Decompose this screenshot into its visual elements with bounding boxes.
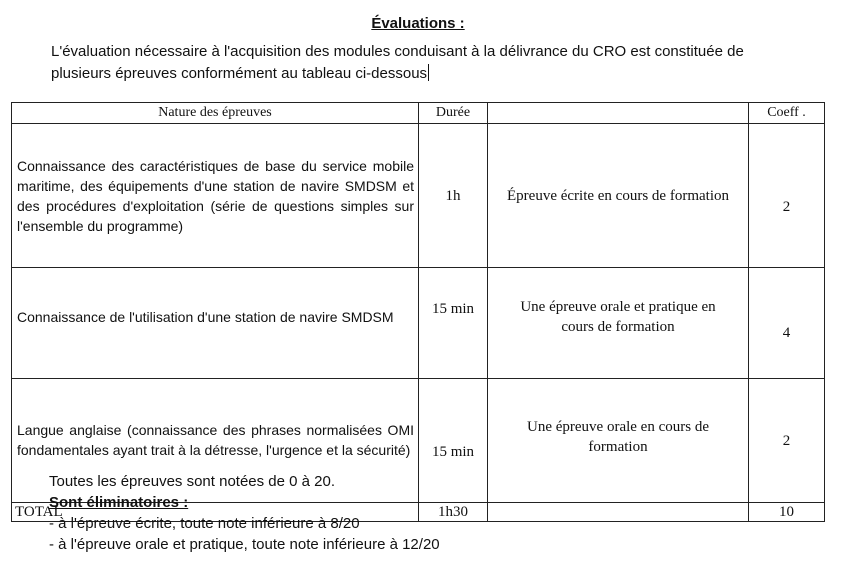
row-coeff: 2 — [749, 379, 825, 503]
row-coeff: 2 — [749, 124, 825, 268]
row-duree: 15 min — [419, 379, 488, 503]
row-type: Une épreuve orale et pratique en cours de formation — [488, 268, 749, 379]
evaluation-table — [11, 102, 825, 522]
intro-paragraph — [51, 41, 811, 85]
row-duree: 15 min — [419, 268, 488, 379]
eliminatory-title: Sont éliminatoires : — [49, 494, 189, 511]
intro-line-2-text: plusieurs épreuves conformément au tableau ci-dessous — [51, 65, 428, 82]
eliminatory-item: - à l'épreuve écrite, toute note inférieure à 8/20 — [49, 515, 360, 532]
row-nature: Connaissance des caractéristiques de base du service mobile maritime, des équipements d'une station de navire SMDSM et des procédures d'exploitation (série de questions simples sur l'ensemble du programme) — [12, 124, 419, 268]
intro-line-1: L'évaluation nécessaire à l'acquisition des modules conduisant à la délivrance du CRO est constituée de — [51, 43, 744, 60]
table-header-row — [12, 103, 825, 124]
grading-note: Toutes les épreuves sont notées de 0 à 20. — [49, 473, 336, 490]
row-duree: 1h — [419, 124, 488, 268]
row-type: Une épreuve orale en cours de formation — [488, 379, 749, 503]
table-row — [12, 124, 825, 268]
total-label: TOTAL — [12, 503, 419, 522]
header-nature: Nature des épreuves — [12, 103, 419, 124]
page-title: Évaluations : — [371, 15, 465, 32]
text-cursor — [428, 64, 429, 81]
row-coeff: 4 — [749, 268, 825, 379]
row-nature: Langue anglaise (connaissance des phrases normalisées OMI fondamentales ayant trait à la détresse, l'urgence et la sécurité) — [12, 379, 419, 503]
table-row — [12, 268, 825, 379]
total-coeff: 10 — [749, 503, 825, 522]
total-type — [488, 503, 749, 522]
header-duree: Durée — [419, 103, 488, 124]
eliminatory-item: - à l'épreuve orale et pratique, toute note inférieure à 12/20 — [49, 536, 440, 553]
header-coeff: Coeff . — [749, 103, 825, 124]
intro-line-2 — [51, 63, 811, 85]
header-type — [488, 103, 749, 124]
row-nature: Connaissance de l'utilisation d'une station de navire SMDSM — [12, 268, 419, 379]
footer-notes — [49, 471, 440, 555]
total-duree: 1h30 — [419, 503, 488, 522]
row-type: Épreuve écrite en cours de formation — [488, 124, 749, 268]
